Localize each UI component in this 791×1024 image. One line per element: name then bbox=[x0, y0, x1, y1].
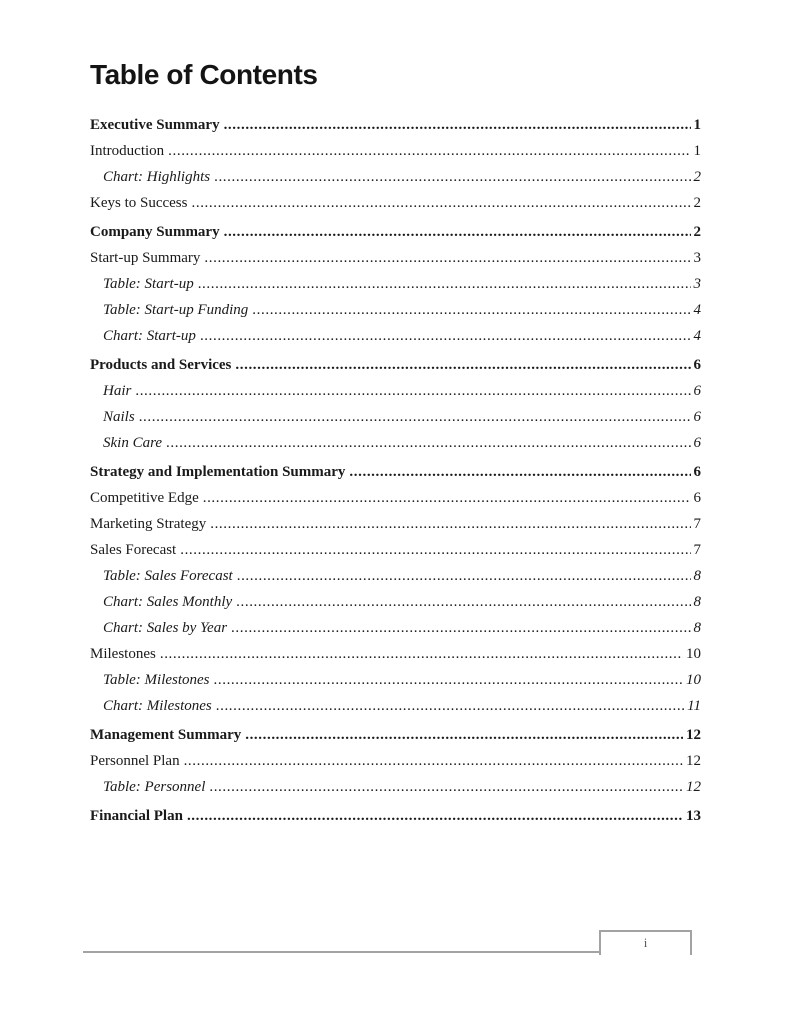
toc-dot-leader bbox=[349, 464, 690, 481]
toc-entry-page: 7 bbox=[693, 542, 701, 558]
toc-dot-leader bbox=[236, 594, 690, 611]
toc-entry[interactable] bbox=[90, 143, 701, 160]
toc-entry-label: Introduction bbox=[90, 143, 165, 159]
toc-entry-label: Personnel Plan bbox=[90, 753, 180, 769]
toc-dot-leader bbox=[231, 620, 690, 637]
toc-entry-label: Chart: Start-up bbox=[103, 328, 196, 344]
toc-entry[interactable] bbox=[90, 620, 701, 637]
toc-entry[interactable] bbox=[90, 409, 701, 426]
toc-entry[interactable] bbox=[90, 542, 701, 559]
toc-entry-label: Financial Plan bbox=[90, 808, 183, 824]
toc-entry[interactable] bbox=[90, 117, 701, 134]
toc-entry[interactable] bbox=[90, 568, 701, 585]
toc-dot-leader bbox=[139, 409, 691, 426]
toc-dot-leader bbox=[180, 542, 690, 559]
footer-rule bbox=[83, 951, 599, 953]
toc-entry-page: 2 bbox=[693, 195, 701, 211]
toc-entry-label: Milestones bbox=[90, 646, 156, 662]
toc-entry[interactable] bbox=[90, 250, 701, 267]
toc-entry-label: Skin Care bbox=[103, 435, 163, 451]
toc-dot-leader bbox=[135, 383, 690, 400]
toc-entry[interactable] bbox=[90, 357, 701, 374]
toc-entry[interactable] bbox=[90, 594, 701, 611]
toc-entry-label: Nails bbox=[103, 409, 135, 425]
toc-entry[interactable] bbox=[90, 195, 701, 212]
toc-entry-page: 2 bbox=[693, 224, 701, 240]
page-number: i bbox=[643, 935, 648, 950]
toc-entry-page: 10 bbox=[686, 646, 701, 662]
toc-entry-page: 12 bbox=[686, 779, 701, 795]
toc-dot-leader bbox=[184, 753, 683, 770]
toc-entry-label: Sales Forecast bbox=[90, 542, 177, 558]
toc-dot-leader bbox=[166, 435, 690, 452]
toc-dot-leader bbox=[214, 672, 683, 689]
toc-entry-label: Keys to Success bbox=[90, 195, 188, 211]
toc-entry-label: Chart: Sales Monthly bbox=[103, 594, 233, 610]
toc-entry-label: Products and Services bbox=[90, 357, 232, 373]
toc-entry[interactable] bbox=[90, 383, 701, 400]
toc-entry-label: Table: Start-up Funding bbox=[103, 302, 249, 318]
toc-entry[interactable] bbox=[90, 808, 701, 825]
toc-dot-leader bbox=[224, 224, 691, 241]
toc-entry[interactable] bbox=[90, 698, 701, 715]
toc-entry-label: Competitive Edge bbox=[90, 490, 199, 506]
toc-entry-label: Chart: Sales by Year bbox=[103, 620, 228, 636]
toc-entry-page: 12 bbox=[686, 727, 701, 743]
toc-entry-label: Chart: Milestones bbox=[103, 698, 212, 714]
toc-entry-page: 1 bbox=[693, 117, 701, 133]
toc-entry-label: Strategy and Implementation Summary bbox=[90, 464, 346, 480]
toc-dot-leader bbox=[252, 302, 690, 319]
toc-entry[interactable] bbox=[90, 302, 701, 319]
toc-entry-page: 12 bbox=[686, 753, 701, 769]
toc-dot-leader bbox=[187, 808, 683, 825]
toc-entry-page: 3 bbox=[693, 276, 701, 292]
toc-dot-leader bbox=[160, 646, 683, 663]
toc-entry[interactable] bbox=[90, 516, 701, 533]
toc-entry-page: 4 bbox=[693, 302, 701, 318]
toc-entry-label: Start-up Summary bbox=[90, 250, 201, 266]
toc-entry[interactable] bbox=[90, 672, 701, 689]
toc-entry-page: 10 bbox=[686, 672, 701, 688]
toc-dot-leader bbox=[204, 250, 690, 267]
toc-entry-page: 8 bbox=[693, 594, 701, 610]
toc-entry[interactable] bbox=[90, 464, 701, 481]
toc-dot-leader bbox=[216, 698, 684, 715]
toc-entry-label: Management Summary bbox=[90, 727, 242, 743]
toc-entry-page: 8 bbox=[693, 568, 701, 584]
toc-entry-page: 6 bbox=[693, 435, 701, 451]
toc-entry-page: 6 bbox=[693, 409, 701, 425]
toc-entry[interactable] bbox=[90, 328, 701, 345]
toc-entry[interactable] bbox=[90, 276, 701, 293]
toc-entry[interactable] bbox=[90, 779, 701, 796]
toc-entry-page: 4 bbox=[693, 328, 701, 344]
toc-entry-label: Table: Milestones bbox=[103, 672, 210, 688]
toc-entry-page: 13 bbox=[686, 808, 701, 824]
toc-dot-leader bbox=[200, 328, 691, 345]
toc-dot-leader bbox=[192, 195, 691, 212]
toc-entry[interactable] bbox=[90, 224, 701, 241]
toc-dot-leader bbox=[198, 276, 691, 293]
page-number-tab bbox=[599, 930, 692, 955]
toc-entry-label: Hair bbox=[103, 383, 132, 399]
toc-entry-page: 7 bbox=[693, 516, 701, 532]
toc-entry-page: 3 bbox=[693, 250, 701, 266]
toc-entry-label: Chart: Highlights bbox=[103, 169, 211, 185]
toc-entry-page: 11 bbox=[687, 698, 701, 714]
toc-entry[interactable] bbox=[90, 169, 701, 186]
toc-entry[interactable] bbox=[90, 490, 701, 507]
toc-entry-label: Executive Summary bbox=[90, 117, 220, 133]
toc-entry-page: 6 bbox=[693, 357, 701, 373]
toc-entry[interactable] bbox=[90, 753, 701, 770]
toc-entry-page: 6 bbox=[693, 464, 701, 480]
page-title: Table of Contents bbox=[90, 59, 318, 90]
toc-list bbox=[90, 117, 701, 825]
toc-dot-leader bbox=[224, 117, 691, 134]
toc-entry-page: 8 bbox=[693, 620, 701, 636]
toc-entry[interactable] bbox=[90, 727, 701, 744]
toc-entry[interactable] bbox=[90, 646, 701, 663]
toc-dot-leader bbox=[235, 357, 690, 374]
toc-entry[interactable] bbox=[90, 435, 701, 452]
toc-dot-leader bbox=[209, 779, 683, 796]
toc-dot-leader bbox=[214, 169, 690, 186]
toc-entry-page: 6 bbox=[693, 383, 701, 399]
toc-dot-leader bbox=[210, 516, 690, 533]
toc-dot-leader bbox=[245, 727, 683, 744]
toc-entry-label: Table: Sales Forecast bbox=[103, 568, 233, 584]
toc-dot-leader bbox=[168, 143, 690, 160]
toc-entry-label: Company Summary bbox=[90, 224, 220, 240]
toc-entry-page: 1 bbox=[693, 143, 701, 159]
toc-dot-leader bbox=[203, 490, 691, 507]
toc-entry-label: Marketing Strategy bbox=[90, 516, 207, 532]
toc-entry-page: 6 bbox=[693, 490, 701, 506]
toc-entry-label: Table: Personnel bbox=[103, 779, 206, 795]
toc-entry-label: Table: Start-up bbox=[103, 276, 194, 292]
toc-dot-leader bbox=[237, 568, 691, 585]
toc-entry-page: 2 bbox=[693, 169, 701, 185]
